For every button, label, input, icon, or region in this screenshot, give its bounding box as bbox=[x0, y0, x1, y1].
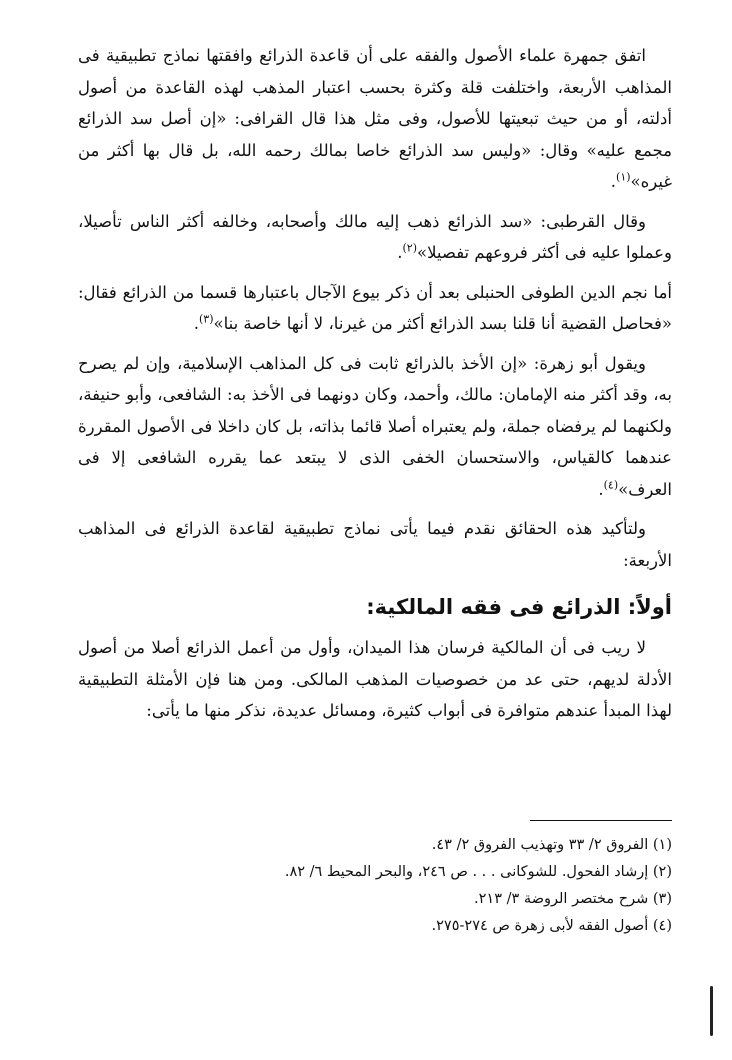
paragraph-5 bbox=[78, 513, 672, 576]
scan-edge-mark bbox=[710, 986, 713, 1036]
footnote-1: (١) الفروق ٢/ ٣٣ وتهذيب الفروق ٢/ ٤٣. bbox=[431, 837, 672, 853]
paragraph-2: وقال القرطبى: «سد الذرائع ذهب إليه مالك وأصحابه، وخالفه أكثر الناس تأصيلا، وعملوا عليه فى أكثر فروعهم تفصيلا»$^{(٢)}$. bbox=[78, 211, 672, 262]
footnote-ref-3: (٣) bbox=[198, 312, 214, 326]
paragraph-3: أما نجم الدين الطوفى الحنبلى بعد أن ذكر بيوع الآجال باعتبارها قسما من الذرائع فقال: «فحاصل القضية أنا قلنا بسد الذرائع أكثر من غيرنا، لا أنها خاصة بنا»$^{(٣)}$. bbox=[78, 282, 672, 333]
section-paragraph: لا ريب فى أن المالكية فرسان هذا الميدان، وأول من أعمل الذرائع أصلا من أصول الأدلة لديهم، حتى عد من خصوصيات المذهب المالكى. ومن هنا فإن الأمثلة التطبيقية لهذا المبدأ عندهم متوافرة فى أبواب كثيرة، ومسائل عديدة، نذكر منها ما يأتى: bbox=[78, 638, 672, 720]
footnote-3: (٣) شرح مختصر الروضة ٣/ ٢١٣. bbox=[474, 891, 672, 907]
footnote-ref-4: (٤) bbox=[603, 478, 619, 491]
footnote-ref-1: (١) bbox=[616, 170, 631, 184]
paragraph-5-text: ولتأكيد هذه الحقائق نقدم فيما يأتى نماذج تطبيقية لقاعدة الذرائع فى المذاهب الأربعة: bbox=[78, 519, 672, 570]
footnote-2: (٢) إرشاد الفحول. للشوكانى . . . ص ٢٤٦، والبحر المحيط ٦/ ٨٢. bbox=[284, 864, 672, 880]
paragraph-1: اتفق جمهرة علماء الأصول والفقه على أن قاعدة الذرائع وافقتها نماذج تطبيقية فى المذاهب الأربعة، واختلفت قلة وكثرة بحسب اعتبار المذهب لهذه القاعدة من أصول أدلته، أو من حيث تبعيتها للأصول، وفى مثل هذا قال القرافى: «إن أصل سد الذرائع مجمع عليه» وقال: «وليس سد الذرائع خاصا بمالك رحمه الله، بل قال بها أكثر من غيره»$^{(١)}$. bbox=[78, 46, 672, 191]
paragraph-4: ويقول أبو زهرة: «إن الأخذ بالذرائع ثابت فى كل المذاهب الإسلامية، وإن لم يصرح به، وقد أكثر منه الإمامان: مالك، وأحمد، وكان دونهما فى الأخذ به: الشافعى، وأبو حنيفة، ولكنهما لم يرفضاه جملة، ولم يعتبراه أصلا قائما بذاته، بل كان داخلا فى الأصول المقررة عندهما كالقياس، والاستحسان الخفى الذى لا يبتعد عما يقرره الشافعى إلا فى العرف»$^{(٤)}$. bbox=[78, 353, 672, 499]
paragraph-2-text: وقال القرطبى: «سد الذرائع ذهب إليه مالك وأصحابه، وخالفه أكثر الناس تأصيلا، وعملوا عليه فى أكثر فروعهم تفصيلا» bbox=[78, 211, 672, 262]
paragraph-3-text: أما نجم الدين الطوفى الحنبلى بعد أن ذكر بيوع الآجال باعتبارها قسما من الذرائع فقال: «فحاصل القضية أنا قلنا بسد الذرائع أكثر من غيرنا، لا أنها خاصة بنا» bbox=[78, 282, 672, 333]
paragraph-4-text: ويقول أبو زهرة: «إن الأخذ بالذرائع ثابت فى كل المذاهب الإسلامية، وإن لم يصرح به، وقد أكثر منه الإمامان: مالك، وأحمد، وكان دونهما فى الأخذ به: الشافعى، وأبو حنيفة، ولكنهما لم يرفضاه جملة، ولم يعتبراه أصلا قائما بذاته، بل كان داخلا فى الأصول المقررة عندهما كالقياس، والاستحسان الخفى الذى لا يبتعد عما يقرره الشافعى إلا فى العرف» bbox=[78, 353, 672, 499]
section-heading: أولاً: الذرائع فى فقه المالكية: bbox=[366, 595, 672, 619]
footnotes bbox=[78, 832, 672, 940]
footnote-ref-2: (٢) bbox=[402, 241, 417, 255]
footnote-4: (٤) أصول الفقه لأبى زهرة ص ٢٧٤-٢٧٥. bbox=[431, 918, 672, 934]
footnote-divider bbox=[530, 820, 672, 821]
paragraph-1-text: اتفق جمهرة علماء الأصول والفقه على أن قاعدة الذرائع وافقتها نماذج تطبيقية فى المذاهب الأربعة، واختلفت قلة وكثرة بحسب اعتبار المذهب لهذه القاعدة من أصول أدلته، أو من حيث تبعيتها للأصول، وفى مثل هذا قال القرافى: «إن أصل سد الذرائع مجمع عليه» وقال: «وليس سد الذرائع خاصا بمالك رحمه الله، بل قال بها أكثر من غيره» bbox=[78, 46, 672, 191]
page-body bbox=[78, 40, 672, 735]
